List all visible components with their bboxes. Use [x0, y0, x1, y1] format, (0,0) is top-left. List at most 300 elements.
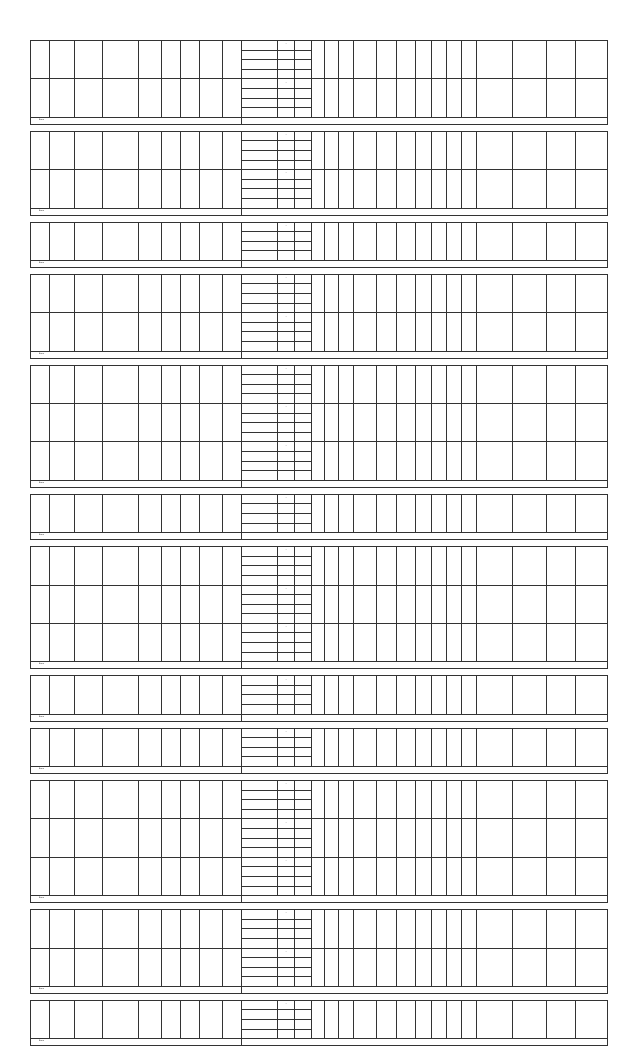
record-cell [75, 910, 102, 948]
record-cell [181, 857, 200, 895]
record-cell [138, 365, 161, 403]
group-total-row [31, 117, 608, 124]
record-cell [162, 170, 181, 208]
record-cell [396, 313, 415, 351]
record-cell [324, 274, 339, 312]
record-cell [476, 41, 512, 79]
record-cell [200, 404, 223, 442]
form-line-value [295, 413, 312, 423]
record-cell [31, 819, 50, 857]
form-line-value [295, 728, 312, 738]
record-cell [512, 781, 546, 819]
record-cell [223, 1000, 242, 1038]
record-cell [354, 948, 377, 986]
record-cell [138, 222, 161, 260]
total-spacer [242, 208, 608, 215]
record-cell [461, 857, 476, 895]
record-cell [31, 585, 50, 623]
record-cell [162, 676, 181, 714]
register-table [30, 40, 608, 1046]
form-line-mark [278, 685, 295, 695]
record-cell [75, 131, 102, 169]
record-cell [324, 623, 339, 661]
form-line-mark: — [278, 79, 295, 89]
record-cell [223, 857, 242, 895]
record-cell [312, 365, 325, 403]
record-cell [138, 41, 161, 79]
record-cell [476, 1000, 512, 1038]
group-heading-row [31, 669, 608, 676]
total-label: Итого [31, 662, 242, 669]
record-cell [102, 365, 138, 403]
record-cell [339, 274, 354, 312]
form-line-mark [278, 876, 295, 886]
record-cell [50, 819, 75, 857]
form-line-value [295, 342, 312, 352]
record-cell [324, 781, 339, 819]
form-line-label [242, 919, 278, 929]
record-cell [415, 1000, 432, 1038]
form-line-mark [278, 848, 295, 858]
form-line-mark: — [278, 857, 295, 867]
record-cell [461, 79, 476, 117]
record-cell [576, 313, 608, 351]
form-line-value [295, 747, 312, 757]
record-cell [461, 585, 476, 623]
record-cell [31, 404, 50, 442]
form-line-label [242, 198, 278, 208]
group-heading-row [31, 124, 608, 131]
record-cell [75, 585, 102, 623]
form-line-label [242, 938, 278, 948]
form-line-mark [278, 50, 295, 60]
record-cell [102, 41, 138, 79]
form-line-value [295, 958, 312, 968]
record-cell [476, 728, 512, 766]
record-cell [162, 1000, 181, 1038]
form-line-mark [278, 1020, 295, 1030]
record-cell [415, 365, 432, 403]
record-cell [31, 781, 50, 819]
total-label: Итого [31, 480, 242, 487]
form-line-mark: — [278, 676, 295, 686]
record-cell [396, 442, 415, 480]
form-line-mark [278, 705, 295, 715]
form-line-label [242, 705, 278, 715]
record-cell [200, 79, 223, 117]
record-cell [339, 781, 354, 819]
form-line-value [295, 394, 312, 404]
form-line-value [295, 41, 312, 51]
record-cell [200, 728, 223, 766]
record-cell [162, 819, 181, 857]
record-cell [576, 819, 608, 857]
form-line-label [242, 423, 278, 433]
record-cell [31, 547, 50, 585]
record-cell [476, 365, 512, 403]
record-cell [377, 623, 396, 661]
record-cell [312, 1000, 325, 1038]
record-cell [447, 494, 462, 532]
record-cell [339, 313, 354, 351]
record-cell [354, 41, 377, 79]
record-cell [415, 857, 432, 895]
record-cell [576, 1000, 608, 1038]
record-cell [476, 857, 512, 895]
form-line-label [242, 313, 278, 323]
form-line-mark [278, 747, 295, 757]
record-cell [396, 222, 415, 260]
form-line-mark [278, 809, 295, 819]
record-cell [447, 131, 462, 169]
record-cell [415, 222, 432, 260]
form-line-label [242, 294, 278, 304]
form-line-value [295, 1029, 312, 1039]
total-spacer [242, 986, 608, 993]
record-cell [324, 819, 339, 857]
form-line-label [242, 150, 278, 160]
record-cell [546, 131, 576, 169]
record-cell [354, 313, 377, 351]
form-line-value [295, 838, 312, 848]
form-line-value [295, 451, 312, 461]
record-cell [339, 131, 354, 169]
record-cell [377, 274, 396, 312]
record-cell [354, 728, 377, 766]
record-cell [461, 494, 476, 532]
record-cell [354, 274, 377, 312]
group-heading-row [31, 721, 608, 728]
record-cell [415, 585, 432, 623]
record-cell [50, 222, 75, 260]
record-cell [102, 676, 138, 714]
record-cell [396, 41, 415, 79]
record-cell [223, 365, 242, 403]
form-line-mark [278, 179, 295, 189]
record-cell [181, 1000, 200, 1038]
total-spacer [242, 767, 608, 774]
record-cell [312, 313, 325, 351]
form-line-mark [278, 150, 295, 160]
group-heading [31, 267, 608, 274]
record-cell [512, 819, 546, 857]
form-line-value [295, 643, 312, 653]
record-cell [512, 79, 546, 117]
record-cell [396, 170, 415, 208]
form-line-label [242, 471, 278, 481]
record-cell [476, 79, 512, 117]
form-line-value [295, 170, 312, 180]
group-total-row [31, 260, 608, 267]
record-cell [181, 494, 200, 532]
record-cell [512, 1000, 546, 1038]
record-cell [377, 585, 396, 623]
record-cell [415, 41, 432, 79]
form-line-mark [278, 432, 295, 442]
group-heading [31, 358, 608, 365]
record-cell [377, 1000, 396, 1038]
record-cell [75, 313, 102, 351]
record-cell [223, 41, 242, 79]
record-cell [138, 910, 161, 948]
form-line-label [242, 160, 278, 170]
record-cell [50, 442, 75, 480]
record-cell [476, 676, 512, 714]
form-line-mark [278, 108, 295, 118]
record-cell [138, 274, 161, 312]
record-cell [75, 857, 102, 895]
record-cell [200, 910, 223, 948]
form-line-mark: — [278, 274, 295, 284]
record-cell [396, 857, 415, 895]
record-cell [324, 41, 339, 79]
record-cell [476, 781, 512, 819]
record-cell [339, 910, 354, 948]
total-spacer [242, 533, 608, 540]
record-cell [50, 585, 75, 623]
record-cell [354, 676, 377, 714]
record-cell [102, 404, 138, 442]
record-cell [75, 79, 102, 117]
record-cell [223, 442, 242, 480]
form-line-label [242, 303, 278, 313]
form-line-label [242, 614, 278, 624]
form-line-label [242, 633, 278, 643]
record-cell [415, 728, 432, 766]
form-line-value [295, 705, 312, 715]
form-line-label [242, 461, 278, 471]
form-line-label [242, 790, 278, 800]
record-cell [377, 857, 396, 895]
form-line-label [242, 451, 278, 461]
form-line-label [242, 342, 278, 352]
record-subrow [31, 948, 608, 958]
record-cell [546, 313, 576, 351]
form-line-label [242, 604, 278, 614]
record-cell [461, 1000, 476, 1038]
record-cell [181, 781, 200, 819]
form-line-label [242, 332, 278, 342]
record-cell [447, 442, 462, 480]
group-total-row [31, 208, 608, 215]
record-cell [432, 1000, 447, 1038]
form-line-mark [278, 929, 295, 939]
record-cell [476, 623, 512, 661]
form-line-value [295, 595, 312, 605]
form-line-label [242, 170, 278, 180]
record-cell [432, 547, 447, 585]
record-cell [432, 819, 447, 857]
record-subrow [31, 676, 608, 686]
record-cell [181, 442, 200, 480]
form-line-value [295, 284, 312, 294]
record-cell [354, 819, 377, 857]
form-line-value [295, 623, 312, 633]
record-cell [396, 728, 415, 766]
record-cell [102, 819, 138, 857]
form-line-mark [278, 556, 295, 566]
record-cell [396, 547, 415, 585]
record-cell [546, 274, 576, 312]
form-line-label [242, 189, 278, 199]
form-line-label [242, 595, 278, 605]
form-line-value [295, 160, 312, 170]
record-cell [312, 547, 325, 585]
record-cell [31, 676, 50, 714]
record-cell [312, 404, 325, 442]
record-cell [432, 313, 447, 351]
record-cell [576, 442, 608, 480]
form-line-label [242, 585, 278, 595]
group-heading-row [31, 487, 608, 494]
record-cell [354, 857, 377, 895]
form-line-value [295, 828, 312, 838]
record-cell [339, 222, 354, 260]
form-line-label [242, 79, 278, 89]
record-cell [476, 910, 512, 948]
record-cell [50, 623, 75, 661]
record-cell [200, 819, 223, 857]
group-total-row [31, 351, 608, 358]
form-line-label [242, 413, 278, 423]
record-cell [223, 131, 242, 169]
form-line-value [295, 547, 312, 557]
record-cell [312, 79, 325, 117]
record-cell [324, 222, 339, 260]
form-line-label [242, 800, 278, 810]
record-cell [102, 623, 138, 661]
record-cell [546, 948, 576, 986]
record-cell [312, 728, 325, 766]
record-cell [377, 41, 396, 79]
record-cell [223, 222, 242, 260]
group-heading-row [31, 267, 608, 274]
record-cell [546, 585, 576, 623]
form-line-label [242, 322, 278, 332]
record-cell [546, 676, 576, 714]
record-subrow [31, 1000, 608, 1010]
record-cell [31, 131, 50, 169]
record-cell [415, 404, 432, 442]
record-cell [181, 547, 200, 585]
form-line-mark: — [278, 585, 295, 595]
record-cell [512, 41, 546, 79]
form-line-mark: — [278, 365, 295, 375]
form-line-value [295, 274, 312, 284]
total-label: Итого [31, 260, 242, 267]
record-cell [102, 313, 138, 351]
form-line-value [295, 585, 312, 595]
record-cell [461, 910, 476, 948]
record-cell [576, 585, 608, 623]
record-cell [200, 948, 223, 986]
record-cell [102, 170, 138, 208]
record-cell [324, 442, 339, 480]
record-cell [546, 41, 576, 79]
record-cell [415, 781, 432, 819]
form-line-label [242, 967, 278, 977]
record-cell [138, 170, 161, 208]
record-cell [181, 623, 200, 661]
register-sheet [30, 40, 608, 1043]
record-cell [181, 404, 200, 442]
record-cell [415, 910, 432, 948]
record-cell [476, 494, 512, 532]
record-subrow [31, 131, 608, 141]
form-line-label [242, 375, 278, 385]
form-line-mark [278, 160, 295, 170]
record-cell [31, 222, 50, 260]
form-line-label [242, 41, 278, 51]
record-cell [50, 781, 75, 819]
form-line-label [242, 809, 278, 819]
record-cell [31, 1000, 50, 1038]
form-line-label [242, 504, 278, 514]
form-line-mark [278, 394, 295, 404]
form-line-value [295, 1010, 312, 1020]
form-line-mark [278, 69, 295, 79]
record-cell [223, 910, 242, 948]
record-cell [339, 819, 354, 857]
record-cell [75, 948, 102, 986]
record-subrow [31, 728, 608, 738]
total-spacer [242, 662, 608, 669]
form-line-value [295, 141, 312, 151]
form-line-label [242, 958, 278, 968]
record-cell [339, 494, 354, 532]
form-line-label [242, 643, 278, 653]
form-line-value [295, 876, 312, 886]
record-cell [162, 313, 181, 351]
group-total-row [31, 480, 608, 487]
record-cell [50, 404, 75, 442]
record-cell [447, 948, 462, 986]
form-line-value [295, 695, 312, 705]
form-line-value [295, 198, 312, 208]
record-cell [223, 274, 242, 312]
total-spacer [242, 714, 608, 721]
form-line-label [242, 867, 278, 877]
record-cell [138, 676, 161, 714]
record-cell [432, 170, 447, 208]
form-line-value [295, 98, 312, 108]
record-cell [200, 170, 223, 208]
record-cell [339, 41, 354, 79]
record-cell [377, 781, 396, 819]
form-line-value [295, 800, 312, 810]
form-line-label [242, 857, 278, 867]
form-line-mark [278, 332, 295, 342]
record-cell [576, 728, 608, 766]
record-cell [181, 948, 200, 986]
form-line-value [295, 809, 312, 819]
form-line-mark [278, 375, 295, 385]
form-line-value [295, 404, 312, 414]
form-line-label [242, 404, 278, 414]
form-line-value [295, 384, 312, 394]
form-line-mark [278, 604, 295, 614]
record-cell [223, 819, 242, 857]
form-line-label [242, 848, 278, 858]
form-line-value [295, 867, 312, 877]
form-line-mark [278, 141, 295, 151]
form-line-value [295, 919, 312, 929]
record-cell [181, 910, 200, 948]
record-cell [461, 728, 476, 766]
form-line-mark [278, 471, 295, 481]
form-line-label [242, 432, 278, 442]
form-line-value [295, 60, 312, 70]
